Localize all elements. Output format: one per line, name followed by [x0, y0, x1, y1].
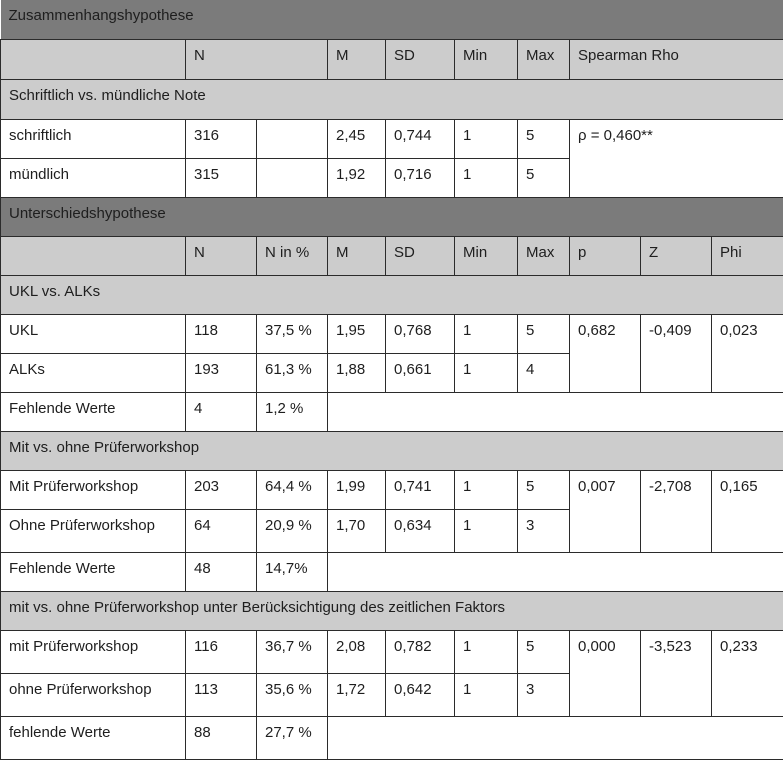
header-z: Z: [641, 236, 712, 275]
section-title: Unterschiedshypothese: [1, 197, 783, 236]
cell-phi: 0,165: [712, 470, 783, 552]
cell-min: 1: [455, 314, 518, 353]
cell-min: 1: [455, 158, 518, 197]
cell-empty: [328, 392, 783, 431]
cell-n: 316: [186, 119, 257, 158]
cell-min: 1: [455, 630, 518, 673]
group-title: Schriftlich vs. mündliche Note: [1, 79, 783, 119]
cell-min: 1: [455, 353, 518, 392]
cell-m: 1,88: [328, 353, 386, 392]
group-title: mit vs. ohne Prüferworkshop unter Berücksichtigung des zeitlichen Faktors: [1, 591, 783, 630]
cell-pct: 27,7 %: [257, 716, 328, 759]
cell-m: 1,95: [328, 314, 386, 353]
cell-min: 1: [455, 470, 518, 509]
header-p: p: [570, 236, 641, 275]
group-title-row: [1, 79, 783, 119]
row-label: Fehlende Werte: [1, 552, 186, 591]
header-m: M: [328, 236, 386, 275]
group-title: Mit vs. ohne Prüferworkshop: [1, 431, 783, 470]
row-label: Mit Prüferworkshop: [1, 470, 186, 509]
group-title-row: [1, 591, 783, 630]
cell-pct: 20,9 %: [257, 509, 328, 552]
section-title: Zusammenhangshypothese: [1, 0, 783, 39]
cell-sd: 0,716: [386, 158, 455, 197]
cell-phi: 0,233: [712, 630, 783, 716]
cell-pct: 61,3 %: [257, 353, 328, 392]
cell-pct: 64,4 %: [257, 470, 328, 509]
column-header-row: [1, 39, 783, 79]
header-phi: Phi: [712, 236, 783, 275]
cell-max: 5: [518, 158, 570, 197]
cell-min: 1: [455, 673, 518, 716]
cell-sd: 0,741: [386, 470, 455, 509]
cell-sd: 0,782: [386, 630, 455, 673]
cell-m: 1,72: [328, 673, 386, 716]
cell-n: 203: [186, 470, 257, 509]
cell-n: 48: [186, 552, 257, 591]
row-label: mit Prüferworkshop: [1, 630, 186, 673]
header-sd: SD: [386, 236, 455, 275]
row-label: fehlende Werte: [1, 716, 186, 759]
cell-max: 4: [518, 353, 570, 392]
cell-z: -3,523: [641, 630, 712, 716]
cell-max: 5: [518, 470, 570, 509]
header-n: N: [186, 39, 328, 79]
cell-rho: ρ = 0,460**: [570, 119, 783, 197]
row-label: schriftlich: [1, 119, 186, 158]
cell-m: 1,92: [328, 158, 386, 197]
section-header-row: [1, 197, 783, 236]
cell-sd: 0,768: [386, 314, 455, 353]
cell-n: 64: [186, 509, 257, 552]
cell-phi: 0,023: [712, 314, 783, 392]
cell-min: 1: [455, 119, 518, 158]
cell-max: 5: [518, 314, 570, 353]
header-min: Min: [455, 236, 518, 275]
missing-row: [1, 716, 783, 759]
cell-max: 5: [518, 630, 570, 673]
cell-z: -0,409: [641, 314, 712, 392]
section-header-row: [1, 0, 783, 39]
cell-max: 3: [518, 673, 570, 716]
column-header-row: [1, 236, 783, 275]
cell-n: 113: [186, 673, 257, 716]
cell-empty: [257, 119, 328, 158]
cell-sd: 0,744: [386, 119, 455, 158]
cell-n: 4: [186, 392, 257, 431]
cell-m: 2,45: [328, 119, 386, 158]
cell-max: 5: [518, 119, 570, 158]
header-spearman: Spearman Rho: [570, 39, 783, 79]
header-max: Max: [518, 236, 570, 275]
cell-pct: 36,7 %: [257, 630, 328, 673]
cell-p: 0,000: [570, 630, 641, 716]
table-row: [1, 119, 783, 158]
header-min: Min: [455, 39, 518, 79]
row-label: ALKs: [1, 353, 186, 392]
cell-empty: [328, 552, 783, 591]
table-row: [1, 630, 783, 673]
cell-m: 2,08: [328, 630, 386, 673]
header-max: Max: [518, 39, 570, 79]
header-cell: [1, 236, 186, 275]
cell-n: 193: [186, 353, 257, 392]
missing-row: [1, 552, 783, 591]
header-sd: SD: [386, 39, 455, 79]
cell-sd: 0,634: [386, 509, 455, 552]
cell-max: 3: [518, 509, 570, 552]
row-label: mündlich: [1, 158, 186, 197]
row-label: UKL: [1, 314, 186, 353]
cell-empty: [328, 716, 783, 759]
row-label: ohne Prüferworkshop: [1, 673, 186, 716]
group-title-row: [1, 431, 783, 470]
header-n-pct: N in %: [257, 236, 328, 275]
row-label: Ohne Prüferworkshop: [1, 509, 186, 552]
cell-m: 1,99: [328, 470, 386, 509]
cell-sd: 0,642: [386, 673, 455, 716]
cell-n: 116: [186, 630, 257, 673]
cell-m: 1,70: [328, 509, 386, 552]
cell-z: -2,708: [641, 470, 712, 552]
cell-pct: 35,6 %: [257, 673, 328, 716]
cell-n: 315: [186, 158, 257, 197]
missing-row: [1, 392, 783, 431]
cell-pct: 1,2 %: [257, 392, 328, 431]
header-m: M: [328, 39, 386, 79]
group-title-row: [1, 275, 783, 314]
cell-pct: 14,7%: [257, 552, 328, 591]
cell-n: 118: [186, 314, 257, 353]
cell-min: 1: [455, 509, 518, 552]
table-row: [1, 314, 783, 353]
row-label: Fehlende Werte: [1, 392, 186, 431]
cell-p: 0,682: [570, 314, 641, 392]
header-cell: [1, 39, 186, 79]
header-n: N: [186, 236, 257, 275]
table-row: [1, 470, 783, 509]
group-title: UKL vs. ALKs: [1, 275, 783, 314]
cell-empty: [257, 158, 328, 197]
cell-sd: 0,661: [386, 353, 455, 392]
cell-n: 88: [186, 716, 257, 759]
cell-p: 0,007: [570, 470, 641, 552]
cell-pct: 37,5 %: [257, 314, 328, 353]
